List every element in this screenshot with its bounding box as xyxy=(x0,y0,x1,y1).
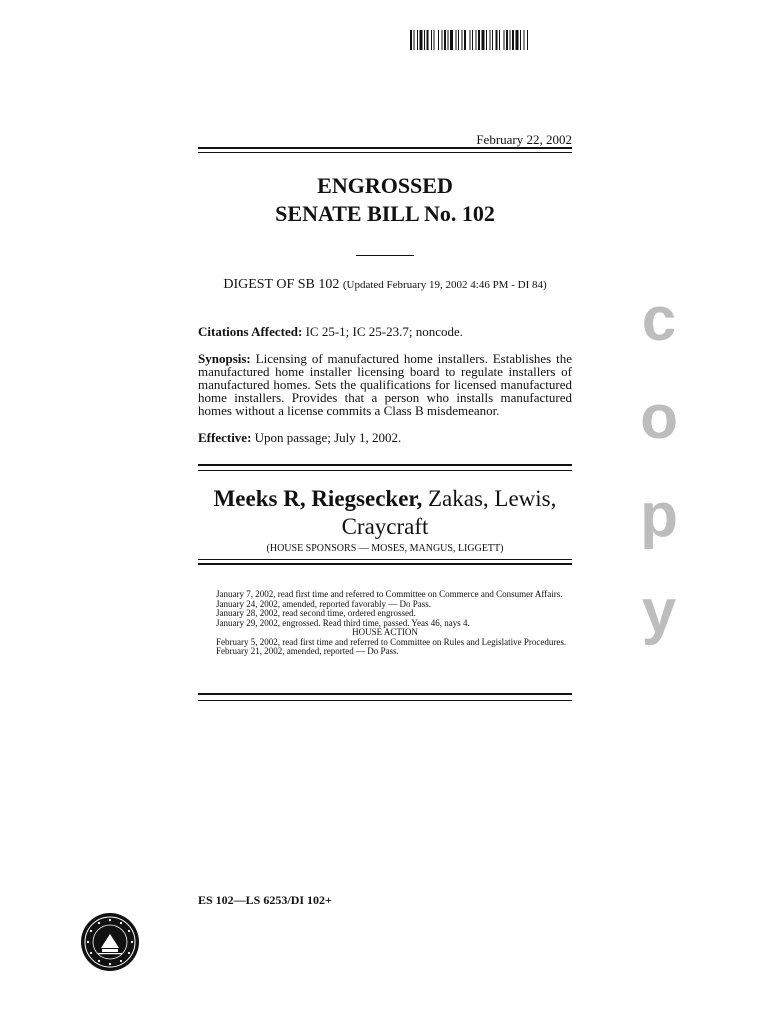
legislative-history xyxy=(198,590,572,657)
barcode-bar xyxy=(506,30,508,50)
barcode-bar xyxy=(434,30,435,50)
barcode-bar xyxy=(516,30,519,50)
sponsors-rule-top-thin xyxy=(198,470,572,471)
effective-label: Effective: xyxy=(198,430,252,445)
barcode-bar xyxy=(510,30,511,50)
state-seal-icon xyxy=(80,912,140,972)
sponsors xyxy=(198,485,572,541)
effective-paragraph xyxy=(198,431,572,444)
history-rule-thick xyxy=(198,693,572,695)
digest-updated: (Updated February 19, 2002 4:46 PM - DI 84) xyxy=(342,279,547,291)
barcode-bar xyxy=(482,30,485,50)
barcode-bar xyxy=(442,30,443,50)
synopsis-paragraph xyxy=(198,352,572,417)
title-divider xyxy=(356,255,414,256)
copy-watermark-letter: c xyxy=(641,285,677,354)
copy-watermark-letter: o xyxy=(640,383,678,452)
history-entry: January 29, 2002, engrossed. Read third time, passed. Yeas 46, nays 4. xyxy=(216,617,470,628)
barcode-bar xyxy=(478,30,480,50)
effective-text: Upon passage; July 1, 2002. xyxy=(254,430,402,445)
sponsors-rule-bottom-thick xyxy=(198,563,572,565)
citations-label: Citations Affected: xyxy=(198,324,303,339)
barcode-bar xyxy=(456,30,457,50)
footer-code: ES 102—LS 6253/DI 102+ xyxy=(198,893,332,907)
barcode-bar xyxy=(417,30,418,50)
history-entry: January 24, 2002, amended, reported favorably — Do Pass. xyxy=(216,598,431,609)
history-entry: February 5, 2002, read first time and referred to Committee on Rules and Legislative Procedures. xyxy=(216,636,567,647)
barcode-bar xyxy=(444,30,446,50)
other-sponsors: Zakas, Lewis, Craycraft xyxy=(341,486,557,539)
top-rule-thick xyxy=(198,147,572,149)
barcode-bar xyxy=(414,30,415,50)
barcode-bar xyxy=(448,30,449,50)
sponsors-rule-bottom-thin xyxy=(198,559,572,560)
copy-watermark-letter: y xyxy=(641,577,677,646)
barcode-bar xyxy=(424,30,425,50)
barcode-bar xyxy=(410,30,412,50)
history-entry: February 21, 2002, amended, reported — Do Pass. xyxy=(216,646,399,656)
digest-label: DIGEST OF SB 102 xyxy=(223,277,340,292)
house-sponsors: (HOUSE SPONSORS — MOSES, MANGUS, LIGGETT) xyxy=(266,543,504,554)
synopsis-text: Licensing of manufactured home installers. Establishes the manufactured home installer licensing board to regulate installers of manufactured homes. Sets the qualifications for licensed manufactured home installers. Provides that a person who installs manufactured homes without a license commits a Class B misdemeanor. xyxy=(198,351,573,418)
title-line-2: SENATE BILL No. 102 xyxy=(275,201,495,226)
barcode-bar xyxy=(476,30,477,50)
history-entry: January 7, 2002, read first time and referred to Committee on Commerce and Consumer Affairs. xyxy=(216,589,563,599)
bill-date: February 22, 2002 xyxy=(476,132,572,147)
barcode xyxy=(410,30,588,50)
barcode-bar xyxy=(438,30,439,50)
barcode-bar xyxy=(512,30,514,50)
title-line-1: ENGROSSED xyxy=(317,173,453,198)
bill-title xyxy=(198,172,572,228)
digest-heading xyxy=(198,277,572,293)
barcode-bar xyxy=(464,30,466,50)
synopsis-label: Synopsis: xyxy=(198,351,251,366)
barcode-bar xyxy=(472,30,473,50)
barcode-bar xyxy=(524,30,525,50)
history-entry: January 28, 2002, read second time, ordered engrossed. xyxy=(216,608,416,618)
barcode-bar xyxy=(490,30,491,50)
barcode-bar xyxy=(450,30,453,50)
citations-text: IC 25-1; IC 25-23.7; noncode. xyxy=(305,324,464,339)
top-rule-thin xyxy=(198,152,572,153)
sponsors-rule-top-thick xyxy=(198,464,572,466)
barcode-bar xyxy=(527,30,528,50)
barcode-bar xyxy=(462,30,463,50)
copy-watermark-letter: p xyxy=(640,481,678,550)
barcode-bar xyxy=(458,30,459,50)
barcode-bar xyxy=(470,30,471,50)
barcode-bar xyxy=(427,30,429,50)
barcode-bar xyxy=(504,30,505,50)
barcode-bar xyxy=(420,30,423,50)
house-action-heading: HOUSE ACTION xyxy=(352,627,418,637)
primary-sponsors: Meeks R, Riegsecker, xyxy=(213,486,423,511)
barcode-bar xyxy=(499,30,500,50)
barcode-bar xyxy=(486,30,487,50)
barcode-bar xyxy=(431,30,432,50)
barcode-bar xyxy=(492,30,493,50)
barcode-bar xyxy=(520,30,521,50)
citations-paragraph xyxy=(198,325,572,338)
barcode-bar xyxy=(496,30,498,50)
history-rule-thin xyxy=(198,700,572,701)
